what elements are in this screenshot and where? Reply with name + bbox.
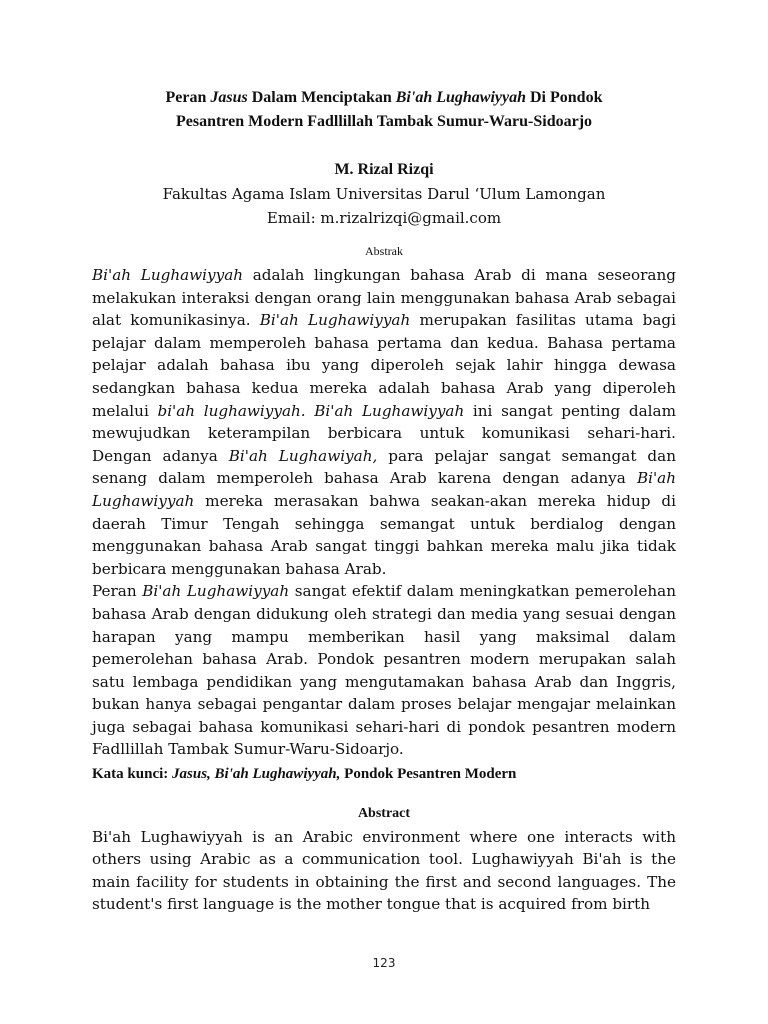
author-affiliation: Fakultas Agama Islam Universitas Darul ‘Ulum Lamongan: [162, 185, 606, 203]
paper-title: [92, 86, 676, 134]
abstrak-paragraph-2: [92, 580, 676, 761]
abstract-paragraph-1: Bi'ah Lughawiyyah is an Arabic environment where one interacts with others using Arabic as a communication tool. Lughawiyyah Bi'ah is the main facility for students in obtaining the first and second languages. The student's first language is the mother tongue that is acquired from birth: [92, 827, 676, 914]
keywords-label: Kata kunci:: [92, 766, 173, 783]
title-text: Dalam Menciptakan: [247, 89, 396, 106]
keywords-text: Pondok Pesantren Modern: [340, 766, 517, 783]
title-text: Peran: [165, 89, 211, 106]
author-email: Email: m.rizalrizqi@gmail.com: [266, 209, 502, 227]
italic-term: bi'ah lughawiyyah. Bi'ah Lughawiyyah: [157, 401, 465, 420]
body-text: Peran: [92, 582, 143, 601]
abstrak-heading: Abstrak: [365, 244, 403, 258]
body-text: ini sangat penting dalam mewujudkan keterampilan berbicara untuk komunikasi sehari-hari. Dengan adanya: [92, 401, 676, 465]
italic-term: Bi'ah Lughawiyyah: [142, 582, 290, 601]
italic-term: Bi'ah Lughawiyyah: [92, 469, 676, 510]
abstract-heading: Abstract: [357, 805, 411, 821]
italic-term: Bi'ah Lughawiyah,: [228, 446, 378, 465]
title-text: Di Pondok: [526, 89, 603, 106]
keywords-line: [92, 763, 676, 786]
italic-term: Bi'ah Lughawiyyah: [92, 266, 244, 284]
author-name: M. Rizal Rizqi: [334, 161, 434, 178]
title-line-2: Pesantren Modern Fadllillah Tambak Sumur-Waru-Sidoarjo: [175, 113, 593, 130]
body-text: mereka merasakan bahwa seakan-akan mereka hidup di daerah Timur Tengah sehingga semangat untuk berdialog dengan menggunakan bahasa Arab sangat tinggi bahkan mereka malu jika tidak berbicara menggunakan bahasa Arab.: [92, 491, 676, 578]
body-text: sangat efektif dalam meningkatkan pemerolehan bahasa Arab dengan didukung oleh strategi dan media yang sesuai dengan harapan yang mampu memberikan hasil yang maksimal dalam pemerolehan bahasa Arab. Pondok pesantren modern merupakan salah satu lembaga pendidikan yang mengutamakan bahasa Arab dan Inggris, bukan hanya sebagai pengantar dalam proses belajar mengajar melainkan juga sebagai bahasa komunikasi sehari-hari di pondok pesantren modern Fadllillah Tambak Sumur-Waru-Sidoarjo.: [92, 582, 676, 759]
title-italic-term: Bi'ah Lughawiyyah: [395, 89, 526, 106]
body-text: para pelajar sangat semangat dan senang dalam memperoleh bahasa Arab karena dengan adanya: [92, 446, 676, 488]
abstrak-paragraph-1: [92, 264, 676, 580]
page-number: 123: [372, 956, 396, 970]
italic-term: Bi'ah Lughawiyyah: [259, 311, 411, 330]
body-text: merupakan fasilitas utama bagi pelajar dalam memperoleh bahasa pertama dan kedua. Bahasa pertama pelajar adalah bahasa ibu yang diperoleh sejak lahir hingga dewasa sedangkan bahasa kedua mereka adalah bahasa Arab yang diperoleh melalui: [92, 311, 676, 420]
title-italic-term: Jasus: [210, 89, 248, 106]
title-line-1: [92, 86, 676, 110]
page-content: [92, 86, 676, 916]
keywords-italic: Jasus, Bi'ah Lughawiyyah,: [172, 766, 341, 783]
body-text: adalah lingkungan bahasa Arab di mana seseorang melakukan interaksi dengan orang lain menggunakan bahasa Arab sebagai alat komunikasinya.: [92, 266, 676, 330]
